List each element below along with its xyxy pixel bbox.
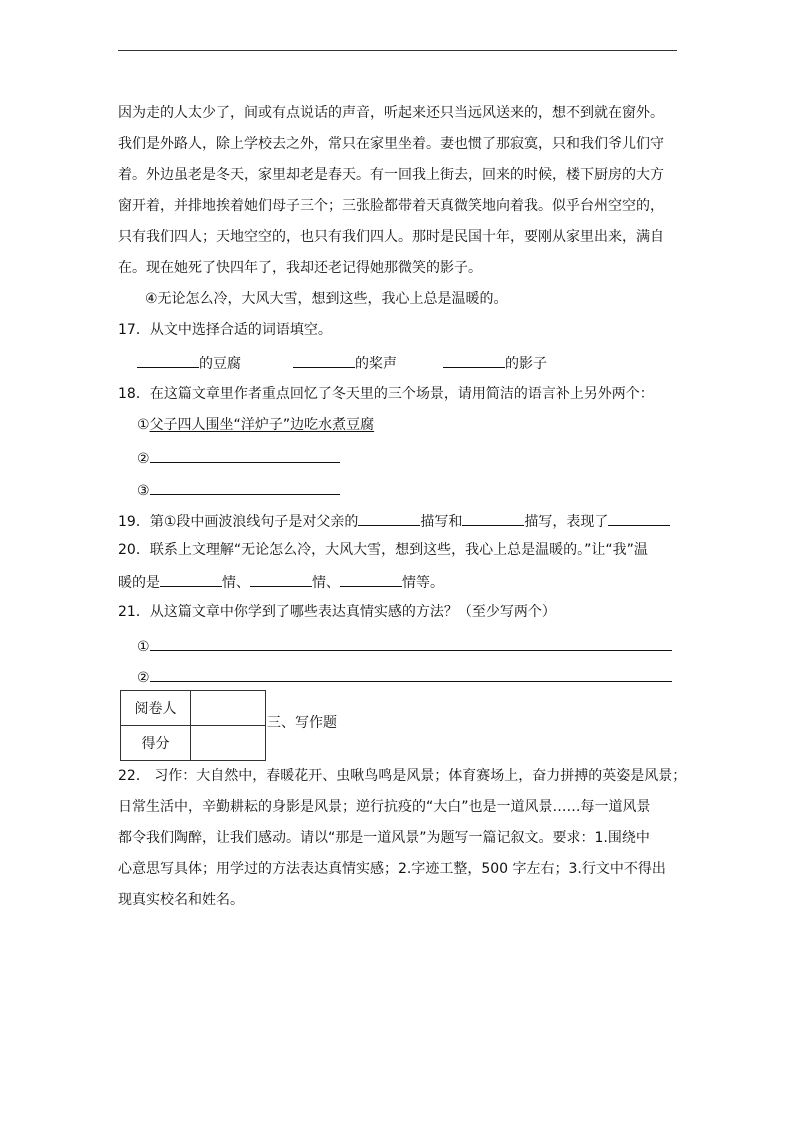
reviewer-label: 阅卷人 [121, 691, 191, 726]
q20-text-a: 暖的是 [118, 575, 160, 591]
q19-blank-1[interactable] [358, 510, 420, 526]
header-rule [118, 50, 677, 51]
q20-text-c: 情、 [312, 575, 340, 591]
q20-text-b: 情、 [222, 575, 250, 591]
q22-line-1: 22． 习作：大自然中，春暖花开、虫啾鸟鸣是风景；体育赛场上，奋力拼搏的英姿是风景； [118, 768, 687, 784]
q20-blank-2[interactable] [250, 571, 312, 587]
q20-blank-1[interactable] [160, 571, 222, 587]
q20-text-d: 情等。 [402, 575, 444, 591]
q18-item-3 [137, 479, 340, 501]
q17-fill-2: 的桨声 [355, 356, 397, 372]
passage-line-4: 窗开着，并排地挨着她们母子三个；三张脸都带着天真微笑地向着我。似乎台州空空的， [118, 198, 664, 214]
score-label: 得分 [121, 726, 191, 761]
q21-mark-1: ① [137, 639, 150, 655]
q18-item-2 [137, 447, 340, 469]
q18-stem: 18．在这篇文章里作者重点回忆了冬天里的三个场景，请用简洁的语言补上另外两个： [118, 386, 654, 402]
q21-mark-2: ② [137, 670, 150, 686]
q20-blank-3[interactable] [340, 571, 402, 587]
q17-blank-3[interactable] [443, 352, 505, 368]
q20-line-2 [118, 571, 444, 593]
passage-paragraph-4: ④无论怎么冷，大风大雪，想到这些，我心上总是温暖的。 [145, 291, 508, 307]
q19-text-a: 19．第①段中画波浪线句子是对父亲的 [118, 514, 359, 530]
q21-blank-1[interactable] [150, 635, 672, 651]
q18-item-3-blank[interactable] [150, 479, 340, 495]
q21-stem: 21．从这篇文章中你学到了哪些表达真情实感的方法？（至少写两个） [118, 604, 556, 620]
q18-item-1-mark: ① [137, 417, 150, 433]
q18-item-3-mark: ③ [137, 483, 150, 499]
q22-line-3: 都令我们陶醉，让我们感动。请以“那是一道风景”为题写一篇记叙文。要求：1.围绕中 [118, 830, 650, 846]
q19-text-b: 描写和 [420, 514, 463, 530]
q21-answer-1 [137, 635, 672, 657]
q17-blank-2[interactable] [293, 352, 355, 368]
q17-fill-3: 的影子 [505, 356, 547, 372]
q21-blank-2[interactable] [150, 666, 672, 682]
section-3-heading: 三、写作题 [267, 715, 337, 731]
q17-fill-1: 的豆腐 [199, 356, 241, 372]
q18-item-2-mark: ② [137, 451, 150, 467]
q19-text-c: 描写，表现了 [524, 514, 609, 530]
q22-line-2: 日常生活中，辛勤耕耘的身影是风景；逆行抗疫的“大白”也是一道风景……每一道风景 [118, 799, 651, 815]
q18-item-1 [137, 415, 374, 435]
q19-blank-2[interactable] [462, 510, 524, 526]
q22-line-4: 心意思写具体；用学过的方法表达真情实感；2.字迹工整，500 字左右；3.行文中不得出 [118, 861, 666, 877]
q19-blank-3[interactable] [608, 510, 670, 526]
passage-line-1: 因为走的人太少了，间或有点说话的声音，听起来还只当远风送来的，想不到就在窗外。 [118, 105, 664, 121]
passage-line-2: 我们是外路人，除上学校去之外，常只在家里坐着。妻也惯了那寂寞，只和我们爷儿们守 [118, 136, 664, 152]
passage-line-6: 在。现在她死了快四年了，我却还老记得她那微笑的影子。 [118, 260, 482, 276]
passage-line-3: 着。外边虽老是冬天，家里却老是春天。有一回我上街去，回来的时候，楼下厨房的大方 [118, 167, 664, 183]
score-cell[interactable] [191, 726, 266, 761]
q21-answer-2 [137, 666, 672, 688]
q18-item-2-blank[interactable] [150, 447, 340, 463]
passage-line-5: 只有我们四人；天地空空的，也只有我们四人。那时是民国十年，要刚从家里出来，满自 [118, 229, 664, 245]
q18-item-1-text: 父子四人围坐“洋炉子”边吃水煮豆腐 [149, 417, 375, 433]
score-table [120, 690, 266, 761]
q17-stem: 17．从文中选择合适的词语填空。 [118, 322, 332, 338]
q22-line-5: 现真实校名和姓名。 [118, 892, 244, 908]
reviewer-cell[interactable] [191, 691, 266, 726]
q17-blank-1[interactable] [137, 352, 199, 368]
q20-line-1: 20．联系上文理解“无论怎么冷，大风大雪，想到这些，我心上总是温暖的。”让“我”温 [118, 542, 648, 558]
q17-blanks [137, 352, 547, 374]
q19-line [118, 510, 670, 532]
